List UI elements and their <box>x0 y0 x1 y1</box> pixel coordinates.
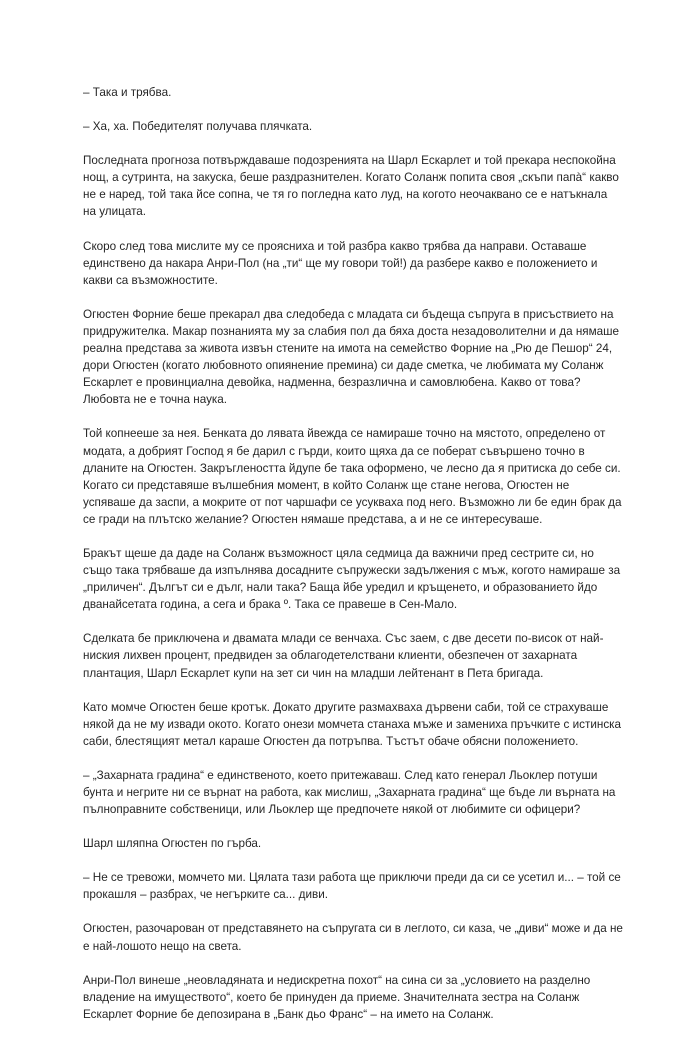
paragraph: – Не се тревожи, момчето ми. Цялата тази работа ще приключи преди да си се усетил и... – той се прокашля – разбрах, че негърките са... диви. <box>83 871 621 902</box>
paragraph: – „Захарната градина“ е единственото, което притежаваш. След като генерал Льоклер потуши бунта и негрите ни се върнат на работа, как мислиш, „Захарната градина“ ще бъде ли върната на пълноправните собственици, или Льоклер ще предпочете някой от любимите си офицери? <box>83 768 616 817</box>
paragraph: Бракът щеше да даде на Соланж възможност цяла седмица да важничи пред сестрите си, но също така трябваше да изпълнява досадните съпружески задължения с мъж, когото намираше за „приличен“. Дългът си е дълг, нали така? Баща йбе уредил и кръщенето, и образованието йдо дванайсетата година, а сега и брака º. Така се правеше в Сен-Мало. <box>83 546 621 612</box>
paragraph: Сделката бе приключена и двамата млади се венчаха. Със заем, с две десети по-висок от най-ниския лихвен процент, предвиден за облагодетелствани клиенти, обезпечен от захарната плантация, Шарл Ескарлет купи на зет си чин на младши лейтенант в Пета бригада. <box>83 632 604 680</box>
paragraph: – Така и трябва. <box>83 86 172 99</box>
paragraph: Шарл шляпна Огюстен по гърба. <box>83 837 262 851</box>
paragraph: Той копнееше за нея. Бенката до лявата йвежда се намираше точно на мястото, определено от модата, а добрият Господ я бе дарил с гърди, които щяха да се поберат съвършено точно в дланите на Огюстен. Закръглеността йдупе бе така оформено, че лесно да я притиска до себе си. Когато си представяше вълшебния момент, в който Соланж ще стане негова, Огюстен не успяваше да заспи, а мокрите от пот чаршафи се усукваха под него. Възможно ли бе един брак да се гради на плътско желание? Огюстен нямаше представа, а и не се интересуваше. <box>83 427 622 526</box>
document-body <box>83 84 623 1040</box>
paragraph: Като момче Огюстен беше кротък. Докато другите размахваха дървени саби, той се страхуваше някой да не му извади окото. Когато онези момчета станаха мъже и замениха пръчките с истинска саби, блестящият метал караше Огюстен да потръпва. Тъстът обаче обясни положението. <box>83 700 622 748</box>
paragraph: Анри-Пол винеше „неовладяната и недискретна похот“ на сина си за „условието на разделно владение на имуществото“, което бе принуден да приеме. Значителната зестра на Соланж Ескарлет Форние бе депозирана в „Банк дьо Франс“ – на името на Соланж. <box>83 973 591 1021</box>
paragraph: Скоро след това мислите му се проясниха и той разбра какво трябва да направи. Оставаше единствено да накара Анри-Пол (на „ти“ ще му говори той!) да разбере какво е положението и какви са възможностите. <box>83 239 598 287</box>
paragraph: Огюстен, разочарован от представянето на съпругата си в леглото, си каза, че „диви“ може и да не е най-лошото нещо на света. <box>83 922 623 953</box>
paragraph: Огюстен Форние беше прекарал два следобеда с младата си бъдеща съпруга в присъствието на придружителка. Макар познанията му за слабия пол да бяха доста незадоволителни и да нямаше реална представа за живота извън стените на имота на семейство Форние на „Рю де Пешор“ 24, дори Огюстен (когато любовното опиянение премина) си даде сметка, че любимата му Соланж Ескарлет е провинциална девойка, надменна, безразлична и самовлюбена. Какво от това? Любовта не е точна наука. <box>83 307 620 407</box>
paragraph: – Ха, ха. Победителят получава плячката. <box>83 120 313 134</box>
paragraph: Последната прогноза потвърждаваше подозренията на Шарл Ескарлет и той прекара неспокойна нощ, а сутринта, на закуска, беше раздразнителен. Когато Соланж попита своя „скъпи папà“ какво не е наред, той така йсе сопна, че тя го погледна като луд, на когото неочаквано се е натъкнала на улицата. <box>83 154 619 219</box>
